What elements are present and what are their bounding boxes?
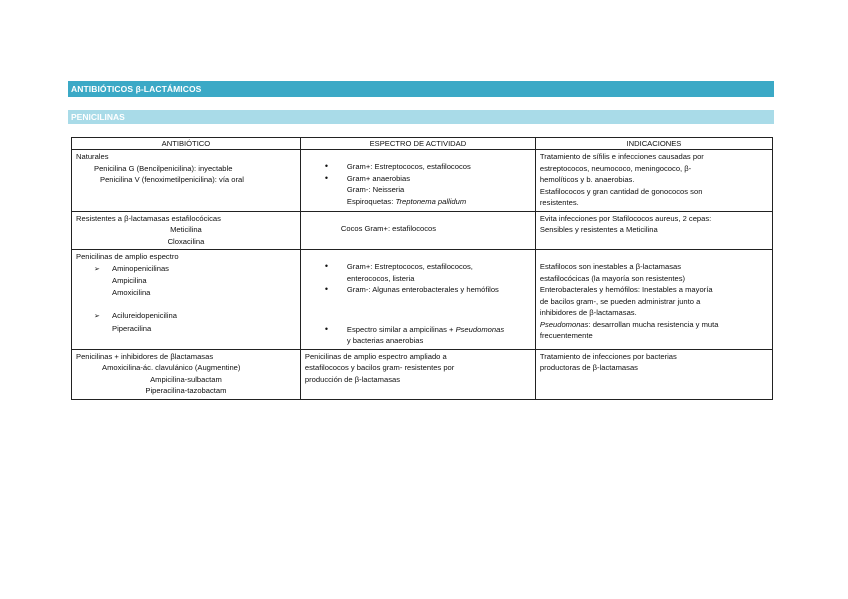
drug-line: Amoxicilina	[112, 287, 151, 297]
table-row	[72, 150, 773, 212]
table-row	[72, 349, 773, 399]
spectrum-cell	[300, 211, 535, 250]
header-antibiotic: ANTIBIÓTICO	[72, 138, 301, 150]
bullet-icon: •	[324, 172, 329, 183]
indications-cell	[535, 250, 772, 350]
table-row	[72, 250, 773, 350]
drug-line: Cloxacilina	[167, 236, 205, 246]
indication-line: inhibidores de β-lactamasas.	[539, 308, 637, 317]
indication-line: frecuentemente	[539, 331, 593, 340]
indication-line: Tratamiento de infecciones por bacterias	[539, 351, 677, 361]
bullet-item: • Gram+ anaerobias	[305, 173, 531, 185]
antibiotic-cell	[72, 150, 301, 212]
indication-line: estafilocócicas (la mayoría son resistentes)	[539, 273, 686, 283]
bullet-icon: •	[324, 161, 329, 171]
header-spectrum: ESPECTRO DE ACTIVIDAD	[300, 138, 535, 150]
indication-line: hemolíticos y b. anaerobias.	[539, 175, 635, 184]
group-label: Naturales	[76, 152, 109, 161]
bullet-item: • Espectro similar a ampicilinas + Pseudomonas	[305, 324, 531, 336]
indication-line: Estafilocos son inestables a β-lactamasas	[539, 262, 682, 271]
spectrum-line: Espiroquetas: Treptonema pallidum	[346, 196, 467, 206]
drug-line: Ampicilina	[112, 276, 147, 285]
spectrum-cell	[300, 250, 535, 350]
section-title: ANTIBIÓTICOS β-LACTÁMICOS	[71, 84, 202, 94]
subgroup-item: ➢ Acilureidopenicilina	[76, 310, 296, 323]
group-label: Resistentes a β-lactamasas estafilocócicas	[76, 213, 221, 223]
subgroup-item: ➢ Aminopenicilinas	[76, 263, 296, 276]
bullet-icon: •	[324, 284, 329, 294]
section-title-bar	[68, 81, 774, 97]
drug-line: Ampicilina-sulbactam	[150, 374, 222, 384]
group-label: Penicilinas + inhibidores de βlactamasas	[76, 351, 214, 361]
group-label: Penicilinas de amplio espectro	[76, 252, 179, 261]
bullet-item: • Gram+: Estreptococos, estafilococos,	[305, 261, 531, 273]
bullet-item: • Gram-: Algunas enterobacterales y hemófilos	[305, 284, 531, 296]
indications-cell	[535, 349, 772, 399]
indication-line: estreptococos, neumococo, meningococo, β-	[539, 163, 692, 173]
spectrum-cell	[300, 150, 535, 212]
spectrum-line: estafilococos y bacilos gram- resistentes por	[304, 363, 455, 372]
antibiotic-cell	[72, 349, 301, 399]
indication-line: Pseudomonas: desarrollan mucha resistencia y muta	[539, 319, 719, 329]
penicillins-table	[71, 137, 773, 400]
arrow-bullet-icon: ➢	[94, 313, 100, 320]
indication-line: de bacilos gram-, se pueden administrar junto a	[539, 296, 701, 306]
indication-line: productoras de β-lactamasas	[539, 363, 638, 372]
header-indications: INDICACIONES	[535, 138, 772, 150]
drug-line: Piperacilina-tazobactam	[145, 386, 227, 395]
spectrum-line: Gram-: Neisseria	[346, 185, 405, 194]
indications-cell	[535, 150, 772, 212]
spectrum-cell	[300, 349, 535, 399]
indication-line: Evita infecciones por Stafilococos aureus, 2 cepas:	[539, 213, 712, 223]
spectrum-line: producción de β-lactamasas	[304, 374, 401, 384]
spectrum-line: Penicilinas de amplio espectro ampliado a	[304, 351, 447, 361]
drug-line: Meticilina	[170, 225, 202, 234]
subsection-title: PENICILINAS	[71, 112, 125, 122]
indication-line: resistentes.	[539, 198, 579, 207]
indication-line: Estafilococos y gran cantidad de gonococos son	[539, 186, 703, 196]
arrow-bullet-icon: ➢	[94, 265, 100, 273]
indication-line: Tratamiento de sífilis e infecciones causadas por	[539, 152, 704, 161]
table-row	[72, 211, 773, 250]
antibiotic-cell	[72, 211, 301, 250]
bullet-item: • Gram+: Estreptococos, estafilococos	[305, 161, 531, 173]
drug-line: Penicilina V (fenoximetilpenicilina): vía oral	[100, 175, 244, 184]
indications-cell	[535, 211, 772, 250]
antibiotic-cell	[72, 250, 301, 350]
drug-line: Penicilina G (Bencilpenicilina): inyectable	[94, 163, 233, 173]
spectrum-line: Cocos Gram+: estafilococos	[340, 223, 437, 233]
bullet-icon: •	[324, 323, 329, 334]
spectrum-line: enterococos, listeria	[346, 273, 415, 283]
spectrum-line: y bacterias anaerobias	[346, 336, 424, 345]
indication-line: Sensibles y resistentes a Meticilina	[539, 225, 658, 234]
subsection-title-bar	[68, 110, 774, 124]
indication-line: Enterobacterales y hemófilos: Inestables a mayoría	[539, 285, 713, 294]
drug-line: Piperacilina	[112, 323, 152, 333]
bullet-icon: •	[324, 261, 329, 271]
drug-line: Amoxicilina-ác. clavulánico (Augmentine)	[102, 363, 241, 372]
table-header-row	[72, 138, 773, 150]
